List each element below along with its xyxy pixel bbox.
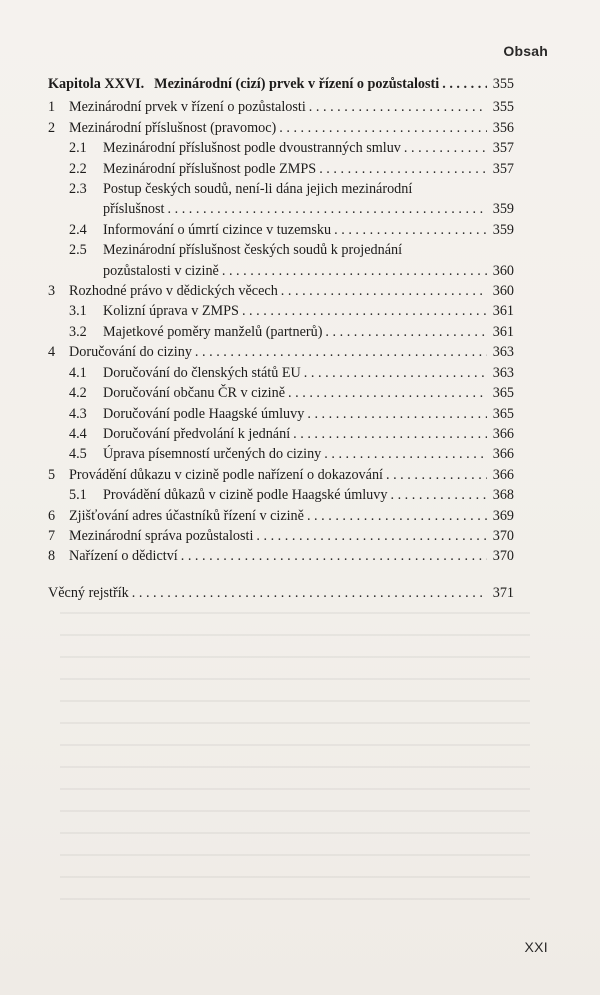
dot-leader <box>309 97 487 117</box>
dot-leader <box>307 506 487 526</box>
entry-page: 357 <box>492 140 514 157</box>
entry-number: 4.1 <box>69 364 87 381</box>
entry-page: 356 <box>492 119 514 136</box>
entry-number: 3 <box>48 283 56 300</box>
toc-entry[interactable] <box>48 363 514 383</box>
toc-entry[interactable] <box>48 506 514 526</box>
toc-entry[interactable] <box>48 485 514 505</box>
chapter-label: Kapitola XXVI. <box>48 76 145 92</box>
entry-number: 5 <box>48 466 56 483</box>
table-of-contents <box>48 74 514 603</box>
toc-entry[interactable] <box>48 281 514 301</box>
entry-page: 360 <box>492 283 514 300</box>
entry-page: 360 <box>492 262 514 279</box>
entry-number: 2.2 <box>69 160 87 177</box>
toc-entry[interactable] <box>48 240 514 260</box>
entry-number: 6 <box>48 507 56 524</box>
dot-leader <box>404 138 487 158</box>
entry-title: Mezinárodní prvek v řízení o pozůstalosti <box>69 99 306 116</box>
entry-title: Informování o úmrtí cizince v tuzemsku <box>103 221 332 238</box>
entry-title: Mezinárodní příslušnost podle ZMPS <box>103 160 317 177</box>
entry-title: Doručování do členských států EU <box>103 364 301 381</box>
dot-leader <box>334 220 487 240</box>
entry-number: 4.3 <box>69 405 87 422</box>
entry-title: Doručování občanu ČR v cizině <box>103 385 286 402</box>
entry-title: Provádění důkazu v cizině podle nařízení o dokazování <box>69 466 383 483</box>
entry-title: Mezinárodní příslušnost (pravomoc) <box>69 119 277 136</box>
entry-title-continued: příslušnost <box>103 201 165 218</box>
entry-number: 3.1 <box>69 303 87 320</box>
toc-entry[interactable] <box>48 322 514 342</box>
chapter-heading[interactable] <box>48 74 514 94</box>
dot-leader <box>307 404 487 424</box>
dot-leader <box>288 383 487 403</box>
entry-page: 368 <box>492 487 514 504</box>
entry-number: 3.2 <box>69 323 87 340</box>
toc-entry[interactable] <box>48 424 514 444</box>
toc-entry[interactable] <box>48 179 514 199</box>
show-through-texture <box>60 600 530 920</box>
toc-entry[interactable] <box>48 97 514 117</box>
entry-number: 1 <box>48 99 56 116</box>
entry-title: Rozhodné právo v dědických věcech <box>69 283 278 300</box>
entry-title: Postup českých soudů, není-li dána jejich mezinárodní <box>103 181 413 198</box>
running-header: Obsah <box>503 43 548 59</box>
dot-leader <box>324 444 487 464</box>
dot-leader <box>242 301 487 321</box>
entry-number: 2.5 <box>69 242 87 259</box>
toc-entry[interactable] <box>48 301 514 321</box>
dot-leader <box>304 363 487 383</box>
entry-title: Doručování podle Haagské úmluvy <box>103 405 305 422</box>
toc-entries <box>48 97 514 566</box>
toc-entry[interactable] <box>48 118 514 138</box>
index-title: Věcný rejstřík <box>48 584 129 601</box>
toc-entry[interactable] <box>48 159 514 179</box>
toc-entry[interactable] <box>48 342 514 362</box>
entry-number: 4 <box>48 344 56 361</box>
toc-entry[interactable] <box>48 383 514 403</box>
entry-page: 359 <box>492 201 514 218</box>
toc-entry[interactable] <box>48 138 514 158</box>
entry-title: Provádění důkazů v cizině podle Haagské úmluvy <box>103 487 388 504</box>
entry-number: 2.1 <box>69 140 87 157</box>
entry-title: Mezinárodní příslušnost podle dvoustranných smluv <box>103 140 401 157</box>
dot-leader <box>168 199 488 219</box>
entry-page: 365 <box>492 405 514 422</box>
entry-title: Zjišťování adres účastníků řízení v cizině <box>69 507 304 524</box>
dot-leader <box>386 465 487 485</box>
entry-page: 361 <box>492 303 514 320</box>
dot-leader <box>325 322 487 342</box>
entry-title-continued: pozůstalosti v cizině <box>103 262 219 279</box>
entry-number: 4.4 <box>69 425 87 442</box>
dot-leader <box>181 546 487 566</box>
page-number: XXI <box>524 939 548 955</box>
entry-page: 361 <box>492 323 514 340</box>
entry-page: 365 <box>492 385 514 402</box>
entry-title: Kolizní úprava v ZMPS <box>103 303 239 320</box>
toc-entry[interactable] <box>48 526 514 546</box>
entry-page: 363 <box>492 364 514 381</box>
dot-leader <box>281 281 487 301</box>
entry-page: 366 <box>492 446 514 463</box>
section-gap <box>48 567 514 583</box>
dot-leader <box>132 583 487 603</box>
index-page: 371 <box>492 584 514 601</box>
dot-leader <box>319 159 487 179</box>
entry-title: Nařízení o dědictví <box>69 548 178 565</box>
dot-leader <box>279 118 487 138</box>
chapter-title: Mezinárodní (cizí) prvek v řízení o pozůstalosti <box>154 76 440 92</box>
toc-entry[interactable] <box>48 220 514 240</box>
entry-number: 2.4 <box>69 221 87 238</box>
entry-number: 8 <box>48 548 56 565</box>
dot-leader <box>442 74 487 94</box>
entry-number: 2 <box>48 119 56 136</box>
entry-number: 7 <box>48 527 56 544</box>
toc-entry[interactable] <box>48 404 514 424</box>
entry-title: Majetkové poměry manželů (partnerů) <box>103 323 323 340</box>
chapter-page: 355 <box>492 76 514 92</box>
toc-entry[interactable] <box>48 546 514 566</box>
dot-leader <box>256 526 487 546</box>
dot-leader <box>293 424 487 444</box>
toc-entry[interactable] <box>48 465 514 485</box>
entry-title: Doručování předvolání k jednání <box>103 425 291 442</box>
entry-title: Doručování do ciziny <box>69 344 192 361</box>
entry-number: 2.3 <box>69 181 87 198</box>
toc-entry-index[interactable] <box>48 583 514 603</box>
entry-page: 369 <box>492 507 514 524</box>
toc-entry[interactable] <box>48 444 514 464</box>
entry-page: 357 <box>492 160 514 177</box>
entry-number: 4.2 <box>69 385 87 402</box>
entry-page: 370 <box>492 548 514 565</box>
entry-number: 5.1 <box>69 487 87 504</box>
entry-page: 363 <box>492 344 514 361</box>
entry-number: 4.5 <box>69 446 87 463</box>
entry-page: 366 <box>492 425 514 442</box>
entry-page: 366 <box>492 466 514 483</box>
toc-entry-continuation[interactable] <box>48 199 514 219</box>
entry-title: Mezinárodní správa pozůstalosti <box>69 527 254 544</box>
entry-title: Úprava písemností určených do ciziny <box>103 446 322 463</box>
entry-title: Mezinárodní příslušnost českých soudů k projednání <box>103 242 403 259</box>
dot-leader <box>195 342 487 362</box>
entry-page: 359 <box>492 221 514 238</box>
entry-page: 355 <box>492 99 514 116</box>
entry-page: 370 <box>492 527 514 544</box>
dot-leader <box>222 261 487 281</box>
toc-entry-continuation[interactable] <box>48 261 514 281</box>
dot-leader <box>390 485 487 505</box>
